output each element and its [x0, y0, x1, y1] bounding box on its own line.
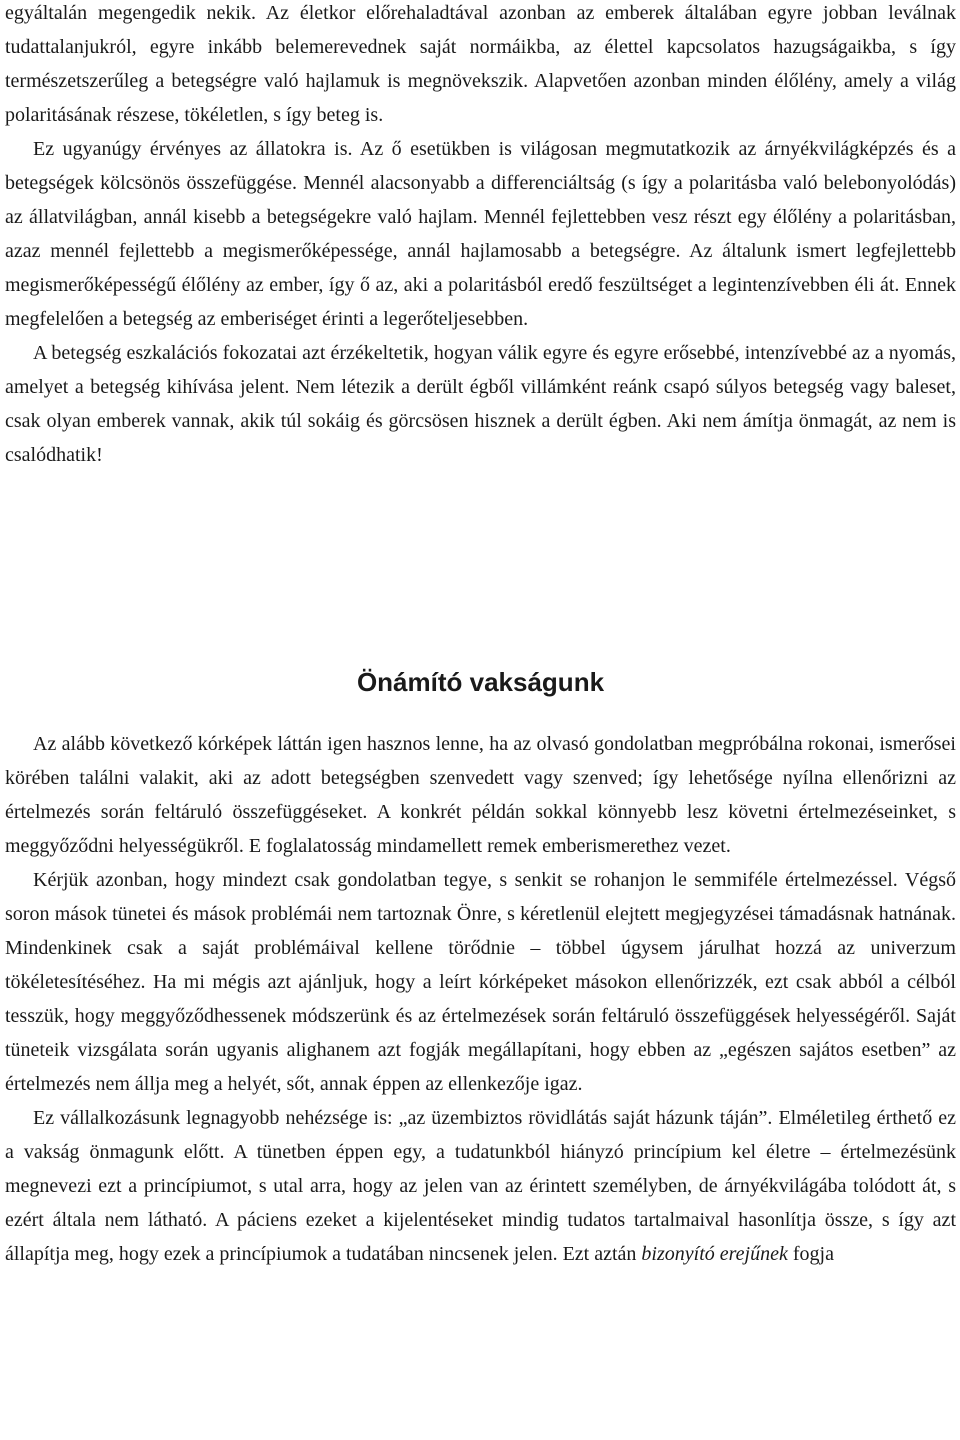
- section-body: [5, 727, 956, 1271]
- paragraph-animals: Ez ugyanúgy érvényes az állatokra is. Az ő esetükben is világosan megmutatkozik az árnyékvilágképzés és a betegségek kölcsönös összefüggése. Mennél alacsonyabb a differenciáltság (s így a polaritásba való belebonyolódás) az állatvilágban, annál kisebb a betegségekre való hajlam. Mennél fejlettebben vesz részt egy élőlény a polaritásban, azaz mennél fejlettebb a megismerőképessége, annál hajlamosabb a betegségre. Az általunk ismert legfejlettebb megismerőképességű élőlény az ember, így ő az, aki a polaritásból eredő feszültséget a legintenzívebben éli át. Ennek megfelelően a betegség az emberiséget érinti a legerőteljesebben.: [5, 138, 956, 330]
- paragraph-difficulty-end: fogja: [792, 1243, 834, 1265]
- paragraph-escalation: A betegség eszkalációs fokozatai azt érzékeltetik, hogyan válik egyre és egyre erősebbé, intenzívebbé az a nyomás, amelyet a betegség kihívása jelent. Nem létezik a derült égből villámként reánk csapó súlyos betegség vagy baleset, csak olyan emberek vannak, akik túl sokáig és görcsösen hisznek a derült égben. Aki nem ámítja önmagát, az nem is csalódhatik!: [5, 342, 956, 466]
- paragraph-intro: Az alább következő kórképek láttán igen hasznos lenne, ha az olvasó gondolatban megpróbálna rokonai, ismerősei körében találni valakit, aki az adott betegségben szenvedett vagy szenved; így lehetősége nyílna ellenőrizni az értelmezés során feltáruló összefüggéseket. A konkrét példán sokkal könnyebb lesz követni értelmezéseinket, s meggyőződni helyességükről. E foglalatosság mindamellett remek emberismerethez vezet.: [5, 733, 956, 857]
- paragraph-continuation: egyáltalán megengedik nekik. Az életkor előrehaladtával azonban az emberek általában egyre jobban leválnak tudattalanjukról, egyre inkább belemerevednek saját normáikba, az élettel kapcsolatos hazugságaikba, s így természetszerűleg a betegségre való hajlamuk is megnövekszik. Alapvetően azonban minden élőlény, amely a világ polaritásának részese, tökéletlen, s így beteg is.: [5, 2, 956, 126]
- paragraph-request: Kérjük azonban, hogy mindezt csak gondolatban tegye, s senkit se rohanjon le semmiféle értelmezéssel. Végső soron mások tünetei és mások problémái nem tartoznak Önre, s kéretlenül elejtett megjegyzései támadásnak hatnának. Mindenkinek csak a saját problémáival kellene törődnie – többel úgysem járulhat hozzá az univerzum tökéletesítéséhez. Ha mi mégis azt ajánljuk, hogy a leírt kórképeket másokon ellenőrizzék, ezt csak abból a célból tesszük, hogy meggyőződhessenek módszerünk és az értelmezések során feltáruló összefüggések helyességéről. Saját tüneteik vizsgálata során ugyanis alighanem azt fogják megállapítani, hogy ebben az „egészen sajátos esetben” az értelmezés nem állja meg a helyét, sőt, annak éppen az ellenkezője igaz.: [5, 869, 956, 1095]
- section-heading: Önámító vakságunk: [356, 667, 605, 697]
- emphasis-text: bizonyító erejűnek: [641, 1243, 788, 1265]
- paragraph-difficulty-text: Ez vállalkozásunk legnagyobb nehézsége is: „az üzembiztos rövidlátás saját házunk táján”. Elméletileg érthető ez a vakság önmagunk előtt. A tünetben éppen egy, a tudatunkból hiányzó princípium kel életre – értelmezésünk megnevezi ezt a princípiumot, s utal arra, hogy az jelen van az érintett személyben, de árnyékvilágába tolódott át, s ezért általa nem látható. A páciens ezeket a kijelentéseket mindig tudatos tartalmaival hasonlítja össze, s így azt állapítja meg, hogy ezek a princípiumok a tudatában nincsenek jelen. Ezt aztán: [5, 1107, 956, 1265]
- paragraph-difficulty: [5, 1101, 956, 1271]
- document-page: [5, 0, 956, 1265]
